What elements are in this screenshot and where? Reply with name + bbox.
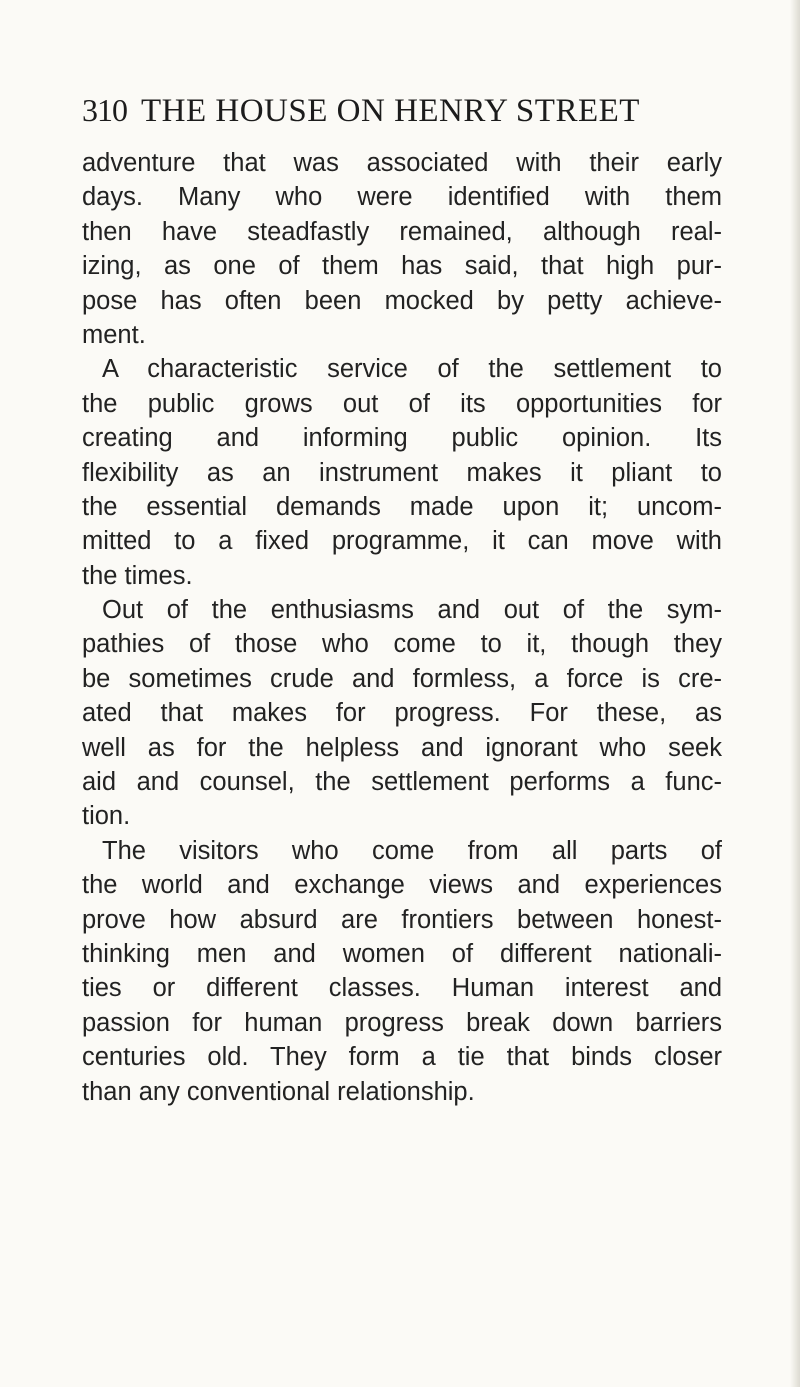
text-line: passion for human progress break down barriers (82, 1008, 722, 1037)
text-line: days. Many who were identified with them (82, 183, 722, 212)
paragraph-1 (82, 146, 722, 352)
text-line: creating and informing public opinion. Its (82, 424, 722, 453)
text-line: the essential demands made upon it; uncom- (82, 492, 722, 521)
text-line: be sometimes crude and formless, a force is cre- (82, 664, 722, 693)
paragraph-3 (82, 593, 722, 834)
text-line: adventure that was associated with their early (82, 149, 722, 177)
text-line: pose has often been mocked by petty achieve- (82, 286, 722, 315)
text-line: izing, as one of them has said, that high pur- (82, 252, 722, 281)
text-line: prove how absurd are frontiers between honest- (82, 905, 722, 934)
text-line: the world and exchange views and experiences (82, 871, 722, 900)
text-line: ties or different classes. Human interest and (82, 974, 722, 1003)
text-line: thinking men and women of different nationali- (82, 939, 722, 968)
book-title: THE HOUSE ON HENRY STREET (141, 93, 640, 129)
text-line: ated that makes for progress. For these, as (82, 699, 722, 728)
paragraph-2 (82, 352, 722, 593)
text-line: the public grows out of its opportunities for (82, 389, 722, 418)
text-line: aid and counsel, the settlement performs a func- (82, 768, 722, 797)
text-line: ment. (82, 320, 146, 349)
text-line: centuries old. They form a tie that binds closer (82, 1043, 722, 1072)
text-line: then have steadfastly remained, although real- (82, 217, 722, 246)
text-line: The visitors who come from all parts of (102, 836, 722, 865)
text-line: tion. (82, 802, 131, 831)
running-head (82, 92, 722, 136)
text-line: mitted to a fixed programme, it can move with (82, 527, 722, 556)
text-line: pathies of those who come to it, though they (82, 630, 722, 659)
text-line: than any conventional relationship. (82, 1077, 475, 1106)
text-line: Out of the enthusiasms and out of the sym- (102, 596, 722, 625)
text-line: the times. (82, 561, 193, 590)
text-line: well as for the helpless and ignorant who seek (82, 733, 722, 762)
page-number: 310 (82, 92, 127, 128)
paragraph-4 (82, 834, 722, 1109)
text-line: A characteristic service of the settlement to (102, 355, 722, 384)
text-line: flexibility as an instrument makes it pliant to (82, 458, 722, 487)
body-text (82, 146, 722, 1109)
page-edge-shadow (790, 0, 800, 1387)
